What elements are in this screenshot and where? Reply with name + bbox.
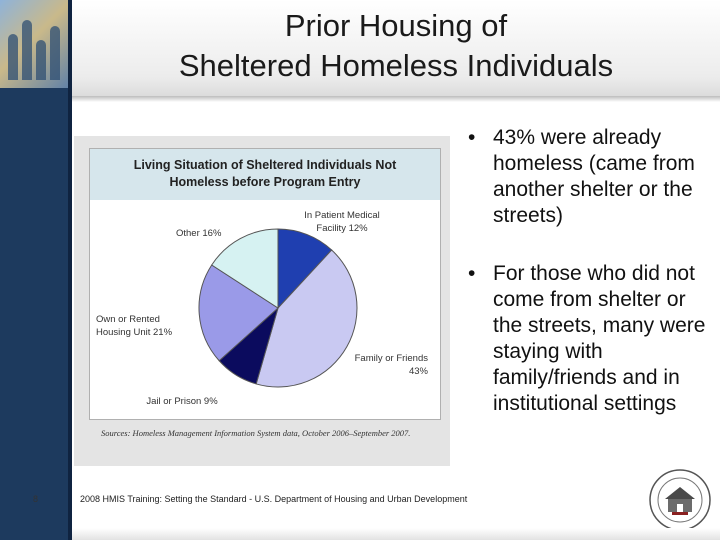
chart-title-line1: Living Situation of Sheltered Individuals Not: [133, 158, 397, 172]
pie-slice-label: Jail or Prison 9%: [146, 396, 218, 407]
bullet-icon: •: [468, 126, 476, 149]
bullet-item: [468, 261, 713, 417]
chart-title-line2: Homeless before Program Entry: [169, 175, 361, 189]
chart-source: Sources: Homeless Management Information System data, October 2006–September 2007.: [101, 428, 411, 438]
pie-slice-label: Family or Friends 43%: [354, 353, 428, 377]
slide-title-line2: Sheltered Homeless Individuals: [178, 48, 614, 83]
bullet-text: For those who did not come from shelter or the streets, many were staying with family/friends and in institutional settings: [493, 262, 706, 415]
footer-text: 2008 HMIS Training: Setting the Standard - U.S. Department of Housing and Urban Development: [80, 494, 468, 504]
bullet-item: [468, 125, 713, 229]
hud-seal-icon: [648, 468, 712, 532]
pie-slice-label: In Patient Medical Facility 12%: [304, 210, 380, 234]
bottom-band: [72, 528, 720, 540]
pie-slice-label: Own or Rented Housing Unit 21%: [96, 314, 173, 338]
bullet-text: 43% were already homeless (came from another shelter or the streets): [493, 126, 695, 227]
bullet-list: [468, 125, 713, 417]
pie-slice-label: Other 16%: [176, 228, 222, 239]
bullet-icon: •: [468, 262, 476, 285]
slide-title-line1: Prior Housing of: [284, 8, 508, 43]
page-number: 8: [33, 494, 39, 504]
